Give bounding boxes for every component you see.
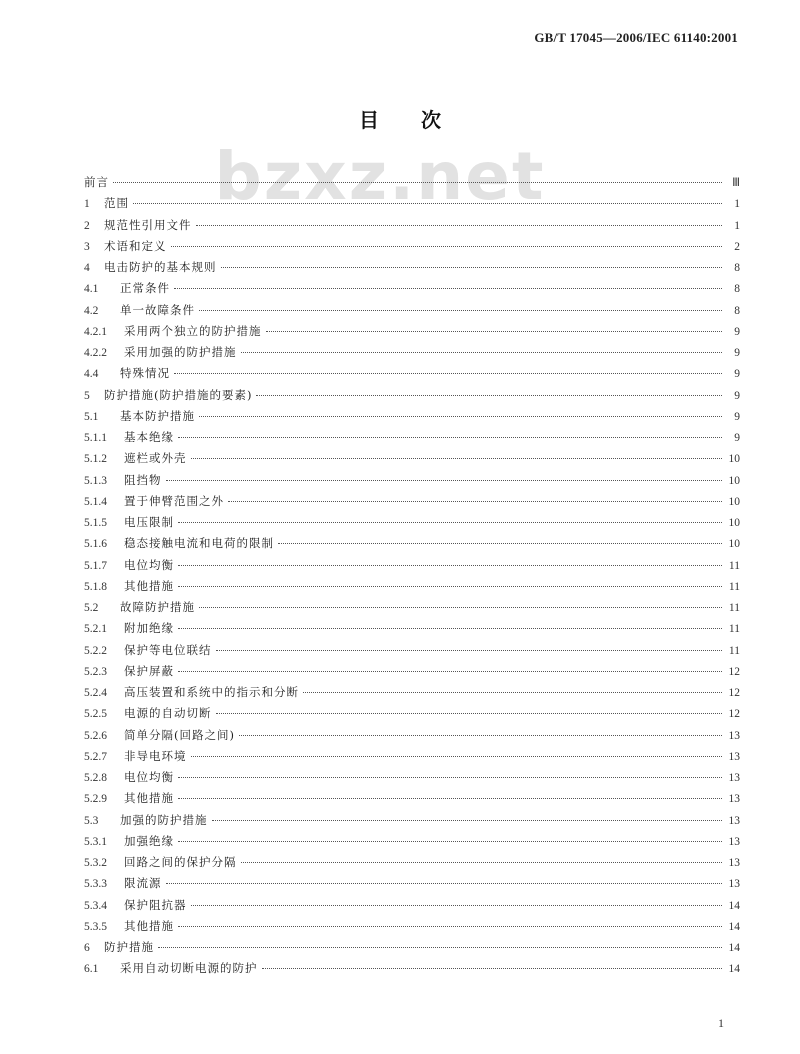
toc-entry-number: 5.3.1 xyxy=(84,835,107,848)
standard-number: GB/T 17045—2006/IEC 61140:2001 xyxy=(534,30,738,45)
toc-entry-page: 14 xyxy=(728,963,740,976)
toc-entry[interactable] xyxy=(84,812,740,833)
toc-entry-title: 其他措施 xyxy=(124,791,174,806)
toc-leader-dots xyxy=(174,373,722,374)
toc-leader-dots xyxy=(178,777,722,778)
toc-entry-page: Ⅲ xyxy=(732,177,740,189)
toc-entry-title: 回路之间的保护分隔 xyxy=(124,855,237,869)
toc-entry-page: 11 xyxy=(728,644,740,657)
toc-entry-number: 5.2.9 xyxy=(84,793,107,806)
toc-entry-number: 5.3 xyxy=(84,814,99,827)
toc-entry[interactable] xyxy=(84,875,740,896)
toc-entry-page: 8 xyxy=(734,262,740,274)
toc-leader-dots xyxy=(262,968,723,969)
toc-entry[interactable] xyxy=(84,705,740,726)
toc-entry-page: 9 xyxy=(734,410,740,423)
toc-entry[interactable] xyxy=(84,833,740,854)
toc-entry-page: 13 xyxy=(728,814,740,827)
toc-leader-dots xyxy=(174,288,722,289)
toc-entry[interactable] xyxy=(84,769,740,790)
toc-entry[interactable] xyxy=(84,663,740,684)
toc-leader-dots xyxy=(133,203,722,204)
toc-entry-page: 2 xyxy=(734,240,740,253)
toc-entry[interactable] xyxy=(84,493,740,514)
toc-leader-dots xyxy=(178,798,722,799)
toc-leader-dots xyxy=(191,756,723,757)
toc-entry-number: 3 xyxy=(84,240,90,253)
toc-entry-number: 5.3.4 xyxy=(84,899,107,912)
toc-entry-title: 保护屏蔽 xyxy=(124,663,174,678)
toc-entry-page: 1 xyxy=(734,198,740,211)
toc-entry-number: 5.1 xyxy=(84,410,99,423)
toc-entry-number: 5.2.4 xyxy=(84,687,107,699)
toc-entry-page: 13 xyxy=(728,857,740,869)
toc-leader-dots xyxy=(221,267,723,268)
toc-entry-number: 5.2.5 xyxy=(84,708,107,721)
toc-entry-page: 10 xyxy=(728,453,740,466)
toc-entry-number: 4.2.2 xyxy=(84,347,107,359)
toc-entry-title: 简单分隔(回路之间) xyxy=(124,727,235,742)
toc-entry-number: 5.2.1 xyxy=(84,623,107,636)
toc-entry-title: 遮栏或外壳 xyxy=(124,451,187,466)
toc-leader-dots xyxy=(191,905,723,906)
toc-leader-dots xyxy=(178,926,722,927)
toc-entry[interactable] xyxy=(84,748,740,769)
toc-entry-number: 5.2 xyxy=(84,602,99,614)
toc-entry[interactable] xyxy=(84,535,740,556)
toc-leader-dots xyxy=(113,182,722,183)
toc-entry-number: 4.4 xyxy=(84,368,99,381)
toc-leader-dots xyxy=(228,501,722,502)
toc-leader-dots xyxy=(166,480,723,481)
toc-leader-dots xyxy=(199,310,722,311)
toc-leader-dots xyxy=(158,947,722,948)
toc-entry-title: 保护阻抗器 xyxy=(124,897,187,912)
toc-entry-page: 14 xyxy=(728,920,740,933)
toc-leader-dots xyxy=(171,246,723,247)
toc-entry-number: 5.3.2 xyxy=(84,857,107,869)
toc-entry-title: 防护措施 xyxy=(104,940,154,954)
toc-entry-number: 5.2.7 xyxy=(84,750,107,763)
toc-entry-number: 5.2.3 xyxy=(84,665,107,678)
toc-entry-number: 5.1.6 xyxy=(84,538,107,551)
toc-entry-title: 采用两个独立的防护措施 xyxy=(124,323,262,338)
toc-entry-title: 限流源 xyxy=(124,876,162,891)
toc-entry-page: 12 xyxy=(728,687,740,699)
toc-entry-number: 5.1.2 xyxy=(84,453,107,466)
toc-entry[interactable] xyxy=(84,854,740,875)
toc-entry[interactable] xyxy=(84,918,740,939)
toc-entry-number: 4.2.1 xyxy=(84,325,107,338)
toc-leader-dots xyxy=(178,671,722,672)
toc-entry[interactable] xyxy=(84,238,740,259)
toc-entry-title: 基本防护措施 xyxy=(120,408,195,423)
toc-entry-title: 防护措施(防护措施的要素) xyxy=(104,387,253,402)
toc-entry-page: 10 xyxy=(728,517,740,529)
toc-entry-number: 4.1 xyxy=(84,283,99,296)
toc-entry-title: 保护等电位联结 xyxy=(124,642,212,657)
toc-leader-dots xyxy=(178,565,722,566)
toc-entry[interactable] xyxy=(84,365,740,386)
toc-leader-dots xyxy=(191,458,723,459)
toc-entry-title: 电位均衡 xyxy=(124,557,174,572)
toc-entry-number: 5.1.1 xyxy=(84,432,107,444)
toc-entry-title: 非导电环境 xyxy=(124,748,187,763)
toc-entry-page: 11 xyxy=(728,580,740,593)
toc-entry-page: 1 xyxy=(734,219,740,232)
toc-entry-number: 6.1 xyxy=(84,963,99,976)
toc-entry-title: 故障防护措施 xyxy=(120,600,195,614)
toc-entry[interactable] xyxy=(84,620,740,641)
toc-leader-dots xyxy=(212,820,723,821)
toc-entry-title: 电击防护的基本规则 xyxy=(104,260,217,274)
toc-entry-title: 加强绝缘 xyxy=(124,833,174,848)
toc-entry[interactable] xyxy=(84,790,740,811)
toc-entry-title: 电压限制 xyxy=(124,515,174,529)
toc-entry[interactable] xyxy=(84,557,740,578)
toc-entry-page: 9 xyxy=(734,368,740,381)
toc-entry-page: 13 xyxy=(728,729,740,742)
toc-entry-number: 5.2.8 xyxy=(84,772,107,784)
toc-entry-page: 8 xyxy=(734,304,740,317)
toc-entry-title: 范围 xyxy=(104,196,129,211)
toc-entry-page: 13 xyxy=(728,835,740,848)
toc-entry[interactable] xyxy=(84,323,740,344)
toc-entry-page: 13 xyxy=(728,750,740,763)
toc-leader-dots xyxy=(178,628,722,629)
toc-entry[interactable] xyxy=(84,217,740,238)
toc-entry-page: 13 xyxy=(728,878,740,891)
toc-entry-page: 13 xyxy=(728,772,740,784)
toc-leader-dots xyxy=(178,841,722,842)
toc-entry-number: 5.2.6 xyxy=(84,729,107,742)
toc-entry-number: 2 xyxy=(84,219,90,232)
toc-entry-page: 14 xyxy=(728,942,740,954)
toc-entry-number: 5.1.7 xyxy=(84,559,107,572)
toc-entry[interactable] xyxy=(84,960,740,981)
toc-leader-dots xyxy=(178,437,722,438)
toc-entry-number: 5.1.4 xyxy=(84,495,107,508)
toc-entry[interactable] xyxy=(84,578,740,599)
toc-entry-page: 9 xyxy=(734,325,740,338)
table-of-contents xyxy=(84,174,740,982)
toc-entry-title: 稳态接触电流和电荷的限制 xyxy=(124,536,274,551)
toc-entry-page: 11 xyxy=(728,602,740,614)
toc-entry-number: 5.2.2 xyxy=(84,644,107,657)
toc-entry[interactable] xyxy=(84,599,740,620)
toc-entry[interactable] xyxy=(84,280,740,301)
toc-entry-title: 特殊情况 xyxy=(120,366,170,381)
toc-leader-dots xyxy=(241,862,723,863)
toc-entry-page: 10 xyxy=(728,538,740,551)
toc-entry[interactable] xyxy=(84,387,740,408)
toc-leader-dots xyxy=(239,735,722,736)
toc-entry[interactable] xyxy=(84,684,740,705)
toc-entry-number: 5.3.5 xyxy=(84,920,107,933)
toc-entry-title: 加强的防护措施 xyxy=(120,812,208,827)
page-number: 1 xyxy=(718,1016,724,1030)
toc-entry-title: 采用自动切断电源的防护 xyxy=(120,961,258,976)
toc-entry[interactable] xyxy=(84,302,740,323)
toc-entry-number: 5.1.3 xyxy=(84,474,107,487)
toc-entry-page: 9 xyxy=(734,389,740,402)
toc-entry-page: 12 xyxy=(728,665,740,678)
toc-entry-title: 前言 xyxy=(84,175,109,189)
toc-entry-title: 单一故障条件 xyxy=(120,302,195,317)
toc-entry-number: 1 xyxy=(84,198,90,211)
toc-entry-page: 13 xyxy=(728,793,740,806)
toc-entry[interactable] xyxy=(84,897,740,918)
toc-entry-title: 电源的自动切断 xyxy=(124,706,212,721)
toc-leader-dots xyxy=(303,692,722,693)
toc-entry-page: 9 xyxy=(734,432,740,444)
toc-entry-number: 6 xyxy=(84,942,90,954)
toc-leader-dots xyxy=(216,650,723,651)
toc-entry[interactable] xyxy=(84,344,740,365)
toc-entry-title: 高压装置和系统中的指示和分断 xyxy=(124,685,299,699)
toc-leader-dots xyxy=(256,395,722,396)
toc-entry-title: 其他措施 xyxy=(124,918,174,933)
toc-entry-page: 11 xyxy=(728,623,740,636)
toc-entry-page: 9 xyxy=(734,347,740,359)
toc-leader-dots xyxy=(266,331,723,332)
toc-leader-dots xyxy=(178,586,722,587)
toc-leader-dots xyxy=(241,352,723,353)
toc-entry-title: 置于伸臂范围之外 xyxy=(124,493,224,508)
toc-leader-dots xyxy=(166,883,723,884)
toc-entry-number: 4.2 xyxy=(84,304,99,317)
toc-entry-page: 10 xyxy=(728,495,740,508)
toc-entry-title: 采用加强的防护措施 xyxy=(124,345,237,359)
toc-entry-page: 10 xyxy=(728,474,740,487)
toc-entry-number: 5.1.5 xyxy=(84,517,107,529)
toc-entry-number: 4 xyxy=(84,262,90,274)
toc-entry[interactable] xyxy=(84,642,740,663)
toc-entry-number: 5.3.3 xyxy=(84,878,107,891)
watermark: bzxz.net xyxy=(214,138,546,215)
toc-entry-title: 阻挡物 xyxy=(124,472,162,487)
toc-entry-title: 附加绝缘 xyxy=(124,621,174,636)
toc-entry-page: 12 xyxy=(728,708,740,721)
page-title: 目次 xyxy=(359,108,483,132)
toc-entry-page: 14 xyxy=(728,899,740,912)
toc-entry-page: 11 xyxy=(728,559,740,572)
toc-entry-title: 其他措施 xyxy=(124,578,174,593)
toc-entry[interactable] xyxy=(84,259,740,280)
toc-entry[interactable] xyxy=(84,429,740,450)
toc-leader-dots xyxy=(196,225,723,226)
toc-entry-title: 规范性引用文件 xyxy=(104,217,192,232)
toc-entry-number: 5 xyxy=(84,389,90,402)
toc-entry[interactable] xyxy=(84,174,740,195)
toc-entry[interactable] xyxy=(84,195,740,216)
toc-entry-number: 5.1.8 xyxy=(84,580,107,593)
toc-entry[interactable] xyxy=(84,514,740,535)
toc-entry[interactable] xyxy=(84,472,740,493)
toc-leader-dots xyxy=(278,543,722,544)
toc-leader-dots xyxy=(199,416,722,417)
toc-entry[interactable] xyxy=(84,450,740,471)
toc-leader-dots xyxy=(199,607,722,608)
toc-leader-dots xyxy=(178,522,722,523)
toc-entry-title: 基本绝缘 xyxy=(124,430,174,444)
toc-entry-title: 术语和定义 xyxy=(104,238,167,253)
toc-entry-title: 正常条件 xyxy=(120,281,170,296)
toc-leader-dots xyxy=(216,713,723,714)
toc-entry[interactable] xyxy=(84,408,740,429)
toc-entry[interactable] xyxy=(84,727,740,748)
toc-entry[interactable] xyxy=(84,939,740,960)
toc-entry-page: 8 xyxy=(734,283,740,296)
toc-entry-title: 电位均衡 xyxy=(124,770,174,784)
